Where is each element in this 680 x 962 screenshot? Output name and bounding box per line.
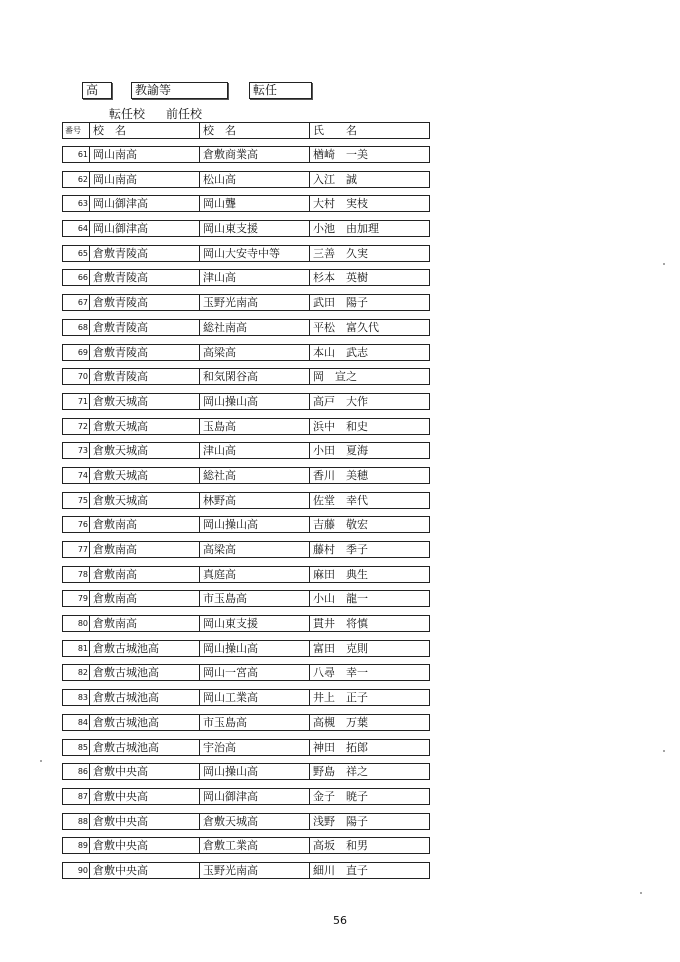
- previous-school-cell: 倉敷天城高: [199, 814, 309, 829]
- row-number: 67: [77, 298, 88, 308]
- new-school-cell: 倉敷古城池高: [89, 641, 199, 656]
- row-number: 68: [77, 322, 88, 332]
- row-number: 90: [77, 865, 88, 875]
- previous-school-cell: 津山高: [199, 443, 309, 458]
- teacher-name-cell: 細川 直子: [309, 863, 429, 878]
- teacher-name-cell: 高戸 大作: [309, 394, 429, 409]
- table-row: [62, 269, 430, 286]
- teacher-name-cell: 佐堂 幸代: [309, 493, 429, 508]
- table-row: [62, 393, 430, 410]
- teacher-name-cell: 神田 拓郎: [309, 740, 429, 755]
- row-number: 85: [77, 742, 88, 752]
- new-school-cell: 倉敷中央高: [89, 764, 199, 779]
- row-number: 79: [77, 594, 88, 604]
- teacher-name-cell: 貫井 将慎: [309, 616, 429, 631]
- teacher-name-cell: 富田 克則: [309, 641, 429, 656]
- column-header-new-school: 校 名: [89, 123, 199, 138]
- teacher-name-cell: 小田 夏海: [309, 443, 429, 458]
- new-school-cell: 岡山南高: [89, 147, 199, 162]
- table-row: [62, 146, 430, 163]
- table-row: [62, 640, 430, 657]
- new-school-cell: 倉敷南高: [89, 591, 199, 606]
- teacher-name-cell: 金子 暁子: [309, 789, 429, 804]
- row-number: 80: [77, 619, 88, 629]
- row-number: 75: [77, 495, 88, 505]
- new-school-cell: 倉敷中央高: [89, 814, 199, 829]
- row-number: 66: [77, 273, 88, 283]
- row-number: 88: [77, 816, 88, 826]
- new-school-cell: 倉敷南高: [89, 567, 199, 582]
- row-number: 74: [77, 470, 88, 480]
- table-row: [62, 368, 430, 385]
- teacher-name-cell: 小池 由加理: [309, 221, 429, 236]
- table-row: [62, 344, 430, 361]
- previous-school-cell: 岡山操山高: [199, 641, 309, 656]
- new-school-cell: 倉敷南高: [89, 517, 199, 532]
- row-number: 71: [77, 396, 88, 406]
- teacher-name-cell: 高坂 和男: [309, 838, 429, 853]
- transfer-table: [62, 146, 430, 887]
- teacher-name-cell: 杉本 英樹: [309, 270, 429, 285]
- table-row: [62, 664, 430, 681]
- previous-school-cell: 岡山一宮高: [199, 665, 309, 680]
- teacher-name-cell: 本山 武志: [309, 345, 429, 360]
- row-number: 72: [77, 421, 88, 431]
- row-number: 70: [77, 372, 88, 382]
- row-number: 89: [77, 841, 88, 851]
- new-school-heading: 転任校: [109, 107, 146, 121]
- table-row: [62, 195, 430, 212]
- table-row: [62, 739, 430, 756]
- teacher-name-cell: 浅野 陽子: [309, 814, 429, 829]
- new-school-cell: 倉敷南高: [89, 616, 199, 631]
- previous-school-cell: 和気閑谷高: [199, 369, 309, 384]
- table-row: [62, 763, 430, 780]
- new-school-cell: 倉敷天城高: [89, 394, 199, 409]
- table-row: [62, 294, 430, 311]
- transfer-type-box: 転任: [249, 82, 312, 99]
- new-school-cell: 倉敷古城池高: [89, 740, 199, 755]
- previous-school-cell: 市玉島高: [199, 715, 309, 730]
- teacher-name-cell: 高槻 万葉: [309, 715, 429, 730]
- table-row: [62, 319, 430, 336]
- column-header-name: 氏 名: [309, 123, 429, 138]
- new-school-cell: 倉敷青陵高: [89, 320, 199, 335]
- new-school-cell: 倉敷青陵高: [89, 246, 199, 261]
- table-row: [62, 788, 430, 805]
- previous-school-cell: 岡山操山高: [199, 394, 309, 409]
- teacher-name-cell: 香川 美穂: [309, 468, 429, 483]
- scan-speck: [663, 750, 665, 752]
- category-box: 高: [82, 82, 112, 99]
- previous-school-cell: 岡山工業高: [199, 690, 309, 705]
- row-number: 87: [77, 791, 88, 801]
- teacher-name-cell: 浜中 和史: [309, 419, 429, 434]
- new-school-cell: 岡山御津高: [89, 221, 199, 236]
- teacher-name-cell: 入江 誠: [309, 172, 429, 187]
- new-school-cell: 岡山御津高: [89, 196, 199, 211]
- table-row: [62, 862, 430, 879]
- row-number: 63: [77, 199, 88, 209]
- table-row: [62, 245, 430, 262]
- row-number: 77: [77, 545, 88, 554]
- new-school-cell: 倉敷中央高: [89, 789, 199, 804]
- previous-school-cell: 岡山東支援: [199, 616, 309, 631]
- scan-speck: [663, 263, 665, 265]
- previous-school-cell: 倉敷商業高: [199, 147, 309, 162]
- new-school-cell: 倉敷青陵高: [89, 295, 199, 310]
- previous-school-cell: 岡山操山高: [199, 517, 309, 532]
- new-school-cell: 倉敷青陵高: [89, 369, 199, 384]
- teacher-name-cell: 三善 久実: [309, 246, 429, 261]
- table-row: [62, 467, 430, 484]
- row-number: 61: [77, 150, 88, 159]
- previous-school-cell: 高梁高: [199, 345, 309, 360]
- teacher-name-cell: 麻田 典生: [309, 567, 429, 582]
- row-number: 64: [77, 224, 88, 234]
- column-header-previous-school: 校 名: [199, 123, 309, 138]
- new-school-cell: 倉敷中央高: [89, 838, 199, 853]
- table-row: [62, 566, 430, 583]
- table-row: [62, 492, 430, 509]
- scan-speck: [640, 892, 642, 894]
- previous-school-cell: 岡山東支援: [199, 221, 309, 236]
- page-number: 56: [333, 914, 347, 927]
- previous-school-cell: 総社高: [199, 468, 309, 483]
- previous-school-cell: 高梁高: [199, 542, 309, 557]
- new-school-cell: 倉敷天城高: [89, 419, 199, 434]
- previous-school-cell: 津山高: [199, 270, 309, 285]
- previous-school-cell: 玉島高: [199, 419, 309, 434]
- teacher-name-cell: 井上 正子: [309, 690, 429, 705]
- previous-school-cell: 玉野光南高: [199, 295, 309, 310]
- row-number: 81: [77, 643, 88, 653]
- table-row: [62, 541, 430, 558]
- teacher-name-cell: 吉藤 敬宏: [309, 517, 429, 532]
- previous-school-cell: 岡山御津高: [199, 789, 309, 804]
- table-row: [62, 220, 430, 237]
- previous-school-cell: 岡山聾: [199, 196, 309, 211]
- table-row: [62, 171, 430, 188]
- row-number: 82: [77, 668, 88, 678]
- new-school-cell: 倉敷古城池高: [89, 665, 199, 680]
- previous-school-cell: 松山高: [199, 172, 309, 187]
- previous-school-cell: 市玉島高: [199, 591, 309, 606]
- table-header: [62, 122, 430, 139]
- teacher-name-cell: 武田 陽子: [309, 295, 429, 310]
- table-row: [62, 689, 430, 706]
- row-number: 86: [77, 767, 88, 777]
- new-school-cell: 岡山南高: [89, 172, 199, 187]
- scan-speck: [40, 760, 42, 762]
- new-school-cell: 倉敷天城高: [89, 468, 199, 483]
- row-number: 84: [77, 717, 88, 727]
- teacher-name-cell: 岡 宣之: [309, 369, 429, 384]
- new-school-cell: 倉敷天城高: [89, 443, 199, 458]
- previous-school-cell: 総社南高: [199, 320, 309, 335]
- teacher-name-cell: 八尋 幸一: [309, 665, 429, 680]
- row-number: 76: [77, 520, 88, 530]
- previous-school-cell: 岡山大安寺中等: [199, 246, 309, 261]
- previous-school-cell: 岡山操山高: [199, 764, 309, 779]
- table-row: [62, 418, 430, 435]
- teacher-name-cell: 平松 富久代: [309, 320, 429, 335]
- new-school-cell: 倉敷古城池高: [89, 690, 199, 705]
- table-row: [62, 516, 430, 533]
- new-school-cell: 倉敷青陵高: [89, 270, 199, 285]
- new-school-cell: 倉敷天城高: [89, 493, 199, 508]
- teacher-name-cell: 藤村 季子: [309, 542, 429, 557]
- teacher-name-cell: 大村 実枝: [309, 196, 429, 211]
- previous-school-cell: 玉野光南高: [199, 863, 309, 878]
- role-box: 教諭等: [131, 82, 228, 99]
- previous-school-cell: 倉敷工業高: [199, 838, 309, 853]
- previous-school-cell: 宇治高: [199, 740, 309, 755]
- row-number: 73: [77, 446, 88, 456]
- new-school-cell: 倉敷中央高: [89, 863, 199, 878]
- column-header-number: 番号: [65, 126, 81, 135]
- row-number: 62: [77, 174, 88, 184]
- table-row: [62, 590, 430, 607]
- new-school-cell: 倉敷青陵高: [89, 345, 199, 360]
- previous-school-cell: 真庭高: [199, 567, 309, 582]
- previous-school-heading: 前任校: [166, 107, 203, 121]
- table-row: [62, 615, 430, 632]
- table-row: [62, 837, 430, 854]
- row-number: 78: [77, 569, 88, 579]
- row-number: 65: [77, 248, 88, 258]
- row-number: 69: [77, 347, 88, 357]
- teacher-name-cell: 野島 祥之: [309, 764, 429, 779]
- new-school-cell: 倉敷南高: [89, 542, 199, 557]
- teacher-name-cell: 小山 龍一: [309, 591, 429, 606]
- table-row: [62, 813, 430, 830]
- new-school-cell: 倉敷古城池高: [89, 715, 199, 730]
- table-row: [62, 442, 430, 459]
- table-row: [62, 714, 430, 731]
- row-number: 83: [77, 693, 88, 703]
- teacher-name-cell: 楢崎 一美: [309, 147, 429, 162]
- previous-school-cell: 林野高: [199, 493, 309, 508]
